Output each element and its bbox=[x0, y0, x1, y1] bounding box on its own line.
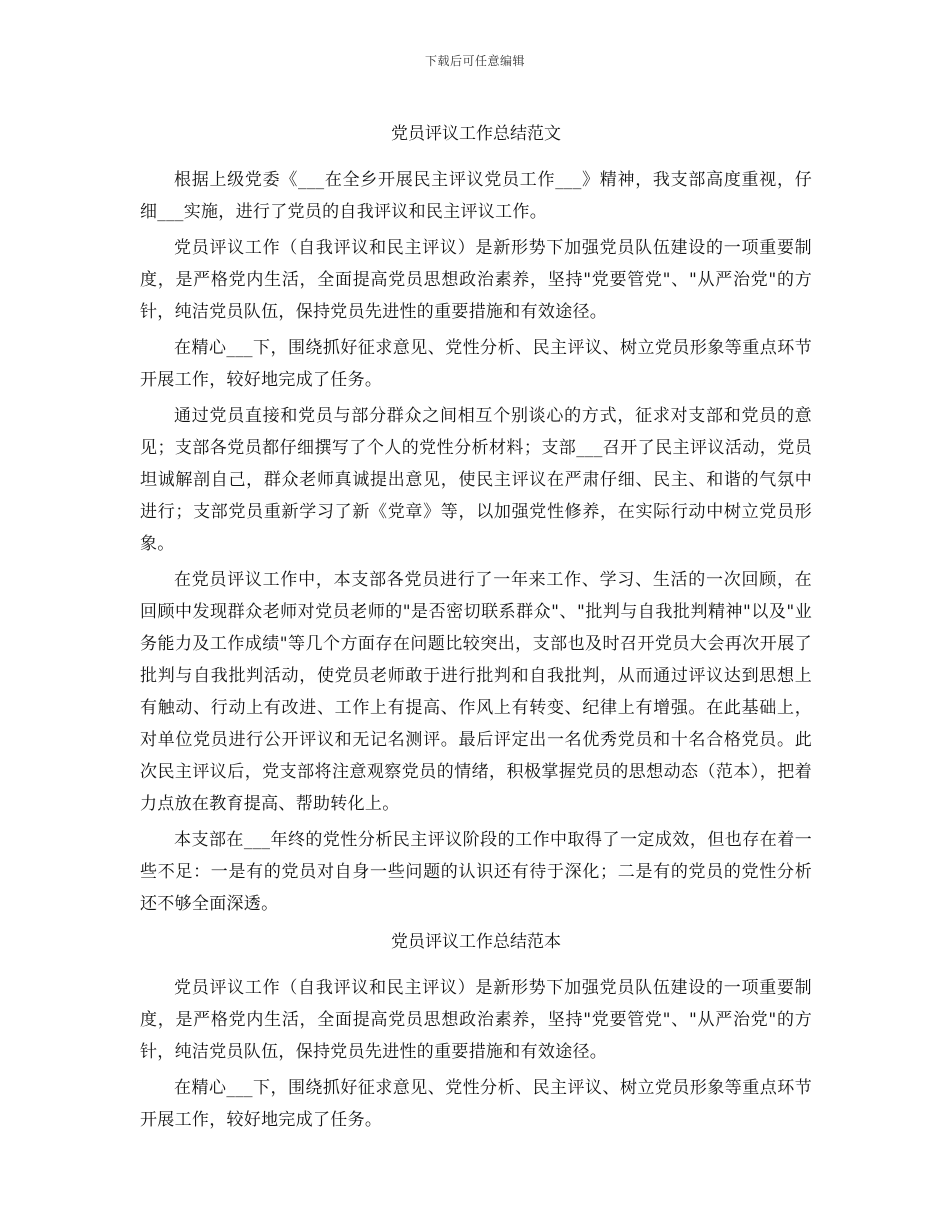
paragraph: 党员评议工作（自我评议和民主评议）是新形势下加强党员队伍建设的一项重要制度，是严格党内生活，全面提高党员思想政治素养，坚持"党要管党"、"从严治党"的方针，纯洁党员队伍，保持党员先进性的重要措施和有效途径。 bbox=[140, 238, 812, 322]
document-body bbox=[140, 118, 812, 1140]
paragraph: 在精心___下，围绕抓好征求意见、党性分析、民主评议、树立党员形象等重点环节开展工作，较好地完成了任务。 bbox=[140, 338, 812, 390]
paragraph: 通过党员直接和党员与部分群众之间相互个别谈心的方式，征求对支部和党员的意见；支部各党员都仔细撰写了个人的党性分析材料；支部___召开了民主评议活动，党员坦诚解剖自己，群众老师真诚提出意见，使民主评议在严肃仔细、民主、和谐的气氛中进行；支部党员重新学习了新《党章》等，以加强党性修养，在实际行动中树立党员形象。 bbox=[140, 406, 812, 554]
paragraph: 在精心___下，围绕抓好征求意见、党性分析、民主评议、树立党员形象等重点环节开展工作，较好地完成了任务。 bbox=[140, 1078, 812, 1130]
paragraph: 在党员评议工作中，本支部各党员进行了一年来工作、学习、生活的一次回顾，在回顾中发现群众老师对党员老师的"是否密切联系群众"、"批判与自我批判精神"以及"业务能力及工作成绩"等几个方面存在问题比较突出，支部也及时召开党员大会再次开展了批判与自我批判活动，使党员老师敢于进行批判和自我批判，从而通过评议达到思想上有触动、行动上有改进、工作上有提高、作风上有转变、纪律上有增强。在此基础上，对单位党员进行公开评议和无记名测评。最后评定出一名优秀党员和十名合格党员。此次民主评议后，党支部将注意观察党员的情绪，积极掌握党员的思想动态（范本），把着力点放在教育提高、帮助转化上。 bbox=[140, 570, 812, 814]
header-note: 下载后可任意编辑 bbox=[424, 54, 525, 68]
paragraph: 本支部在___年终的党性分析民主评议阶段的工作中取得了一定成效，但也存在着一些不足：一是有的党员对自身一些问题的认识还有待于深化；二是有的党员的党性分析还不够全面深透。 bbox=[140, 830, 812, 914]
section-title: 党员评议工作总结范本 bbox=[391, 932, 561, 952]
paragraph: 党员评议工作（自我评议和民主评议）是新形势下加强党员队伍建设的一项重要制度，是严格党内生活，全面提高党员思想政治素养，坚持"党要管党"、"从严治党"的方针，纯洁党员队伍，保持党员先进性的重要措施和有效途径。 bbox=[140, 978, 812, 1062]
document-title: 党员评议工作总结范文 bbox=[391, 124, 561, 144]
paragraph: 根据上级党委《___在全乡开展民主评议党员工作___》精神，我支部高度重视，仔细___实施，进行了党员的自我评议和民主评议工作。 bbox=[140, 170, 812, 222]
